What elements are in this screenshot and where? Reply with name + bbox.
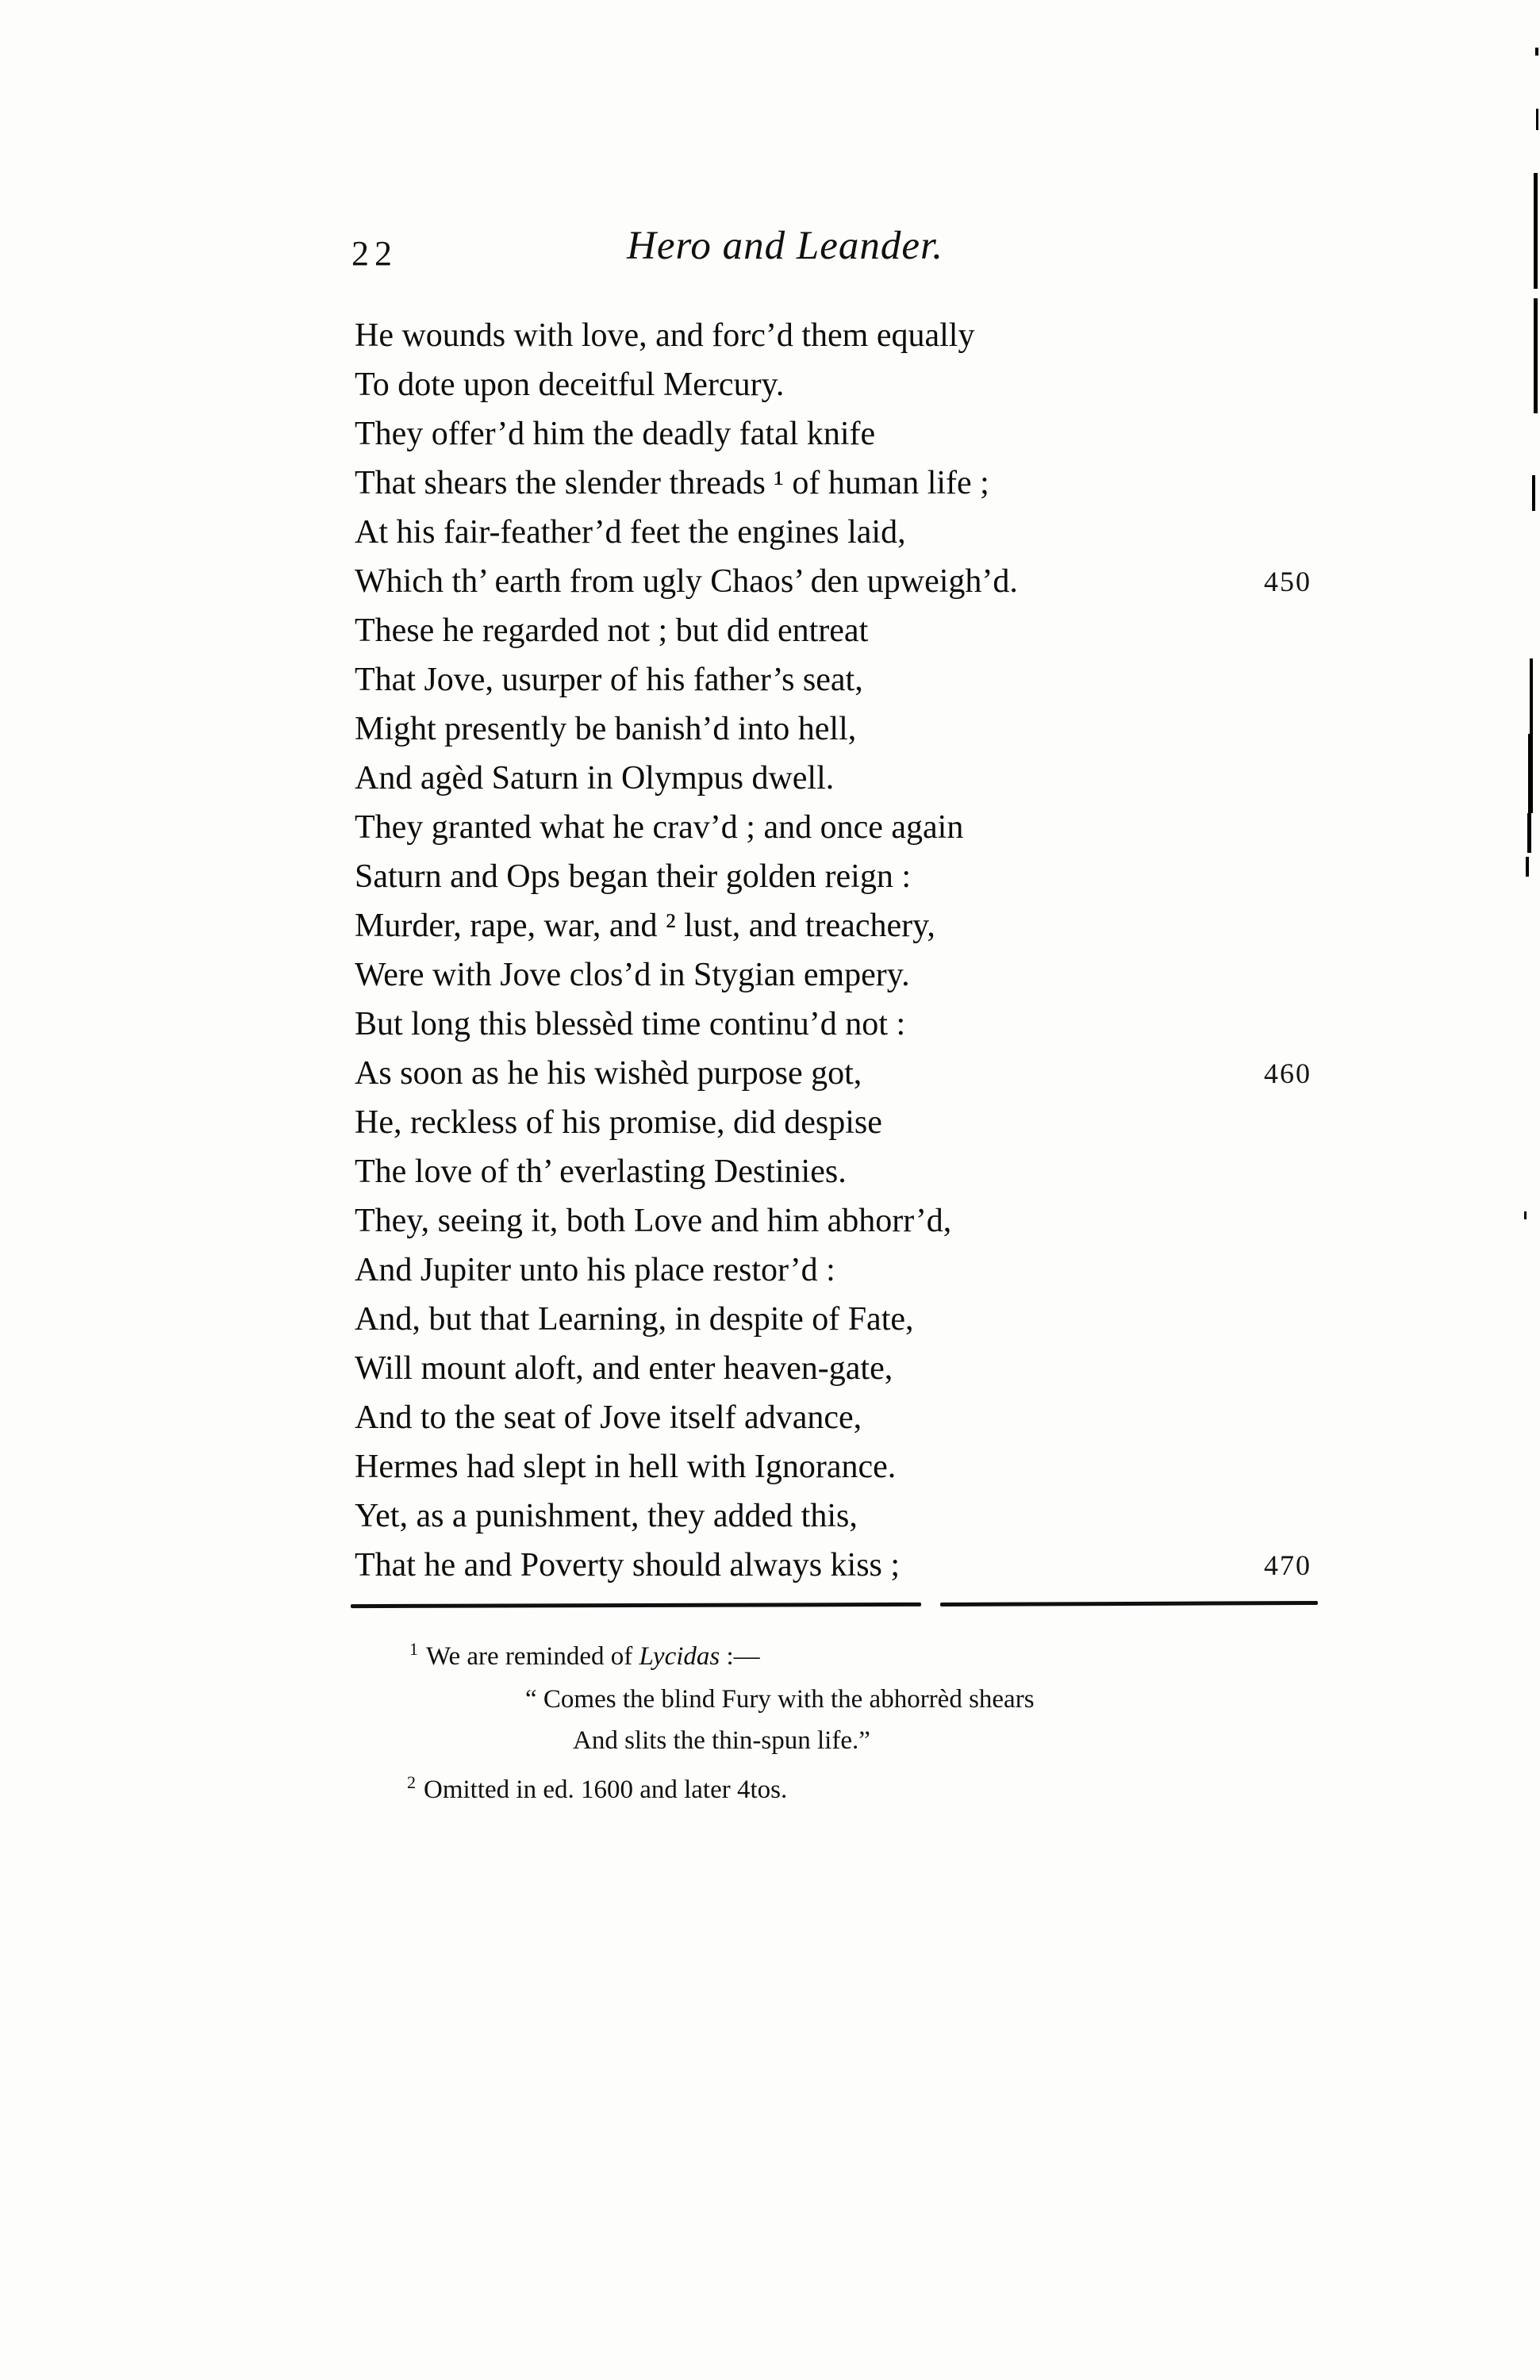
poem-line bbox=[355, 1049, 1362, 1098]
page-number: 22 bbox=[351, 234, 397, 273]
poem-line-number: 450 bbox=[1264, 566, 1311, 597]
footnote-1 bbox=[409, 1639, 760, 1674]
poem-line bbox=[355, 409, 1362, 459]
poem-line-text: He wounds with love, and forc’d them equally bbox=[355, 317, 975, 354]
poem-line bbox=[355, 1541, 1362, 1590]
poem-line-text: That Jove, usurper of his father’s seat, bbox=[355, 662, 863, 698]
poem-line bbox=[355, 360, 1362, 409]
scan-artifact bbox=[1532, 475, 1535, 511]
poem-line-text: And to the seat of Jove itself advance, bbox=[355, 1399, 862, 1436]
poem-line-text: They granted what he crav’d ; and once again bbox=[355, 809, 964, 846]
poem-line-text: Murder, rape, war, and ² lust, and treachery, bbox=[355, 908, 935, 944]
footnote-2-marker: 2 bbox=[407, 1772, 416, 1792]
poem-line bbox=[355, 557, 1362, 606]
poem-line bbox=[355, 852, 1362, 901]
poem-line-text: As soon as he his wishèd purpose got, bbox=[355, 1055, 862, 1092]
poem-line bbox=[355, 508, 1362, 557]
poem-line-text: Saturn and Ops began their golden reign : bbox=[355, 858, 911, 895]
poem-line-text: Which th’ earth from ugly Chaos’ den upweigh’d. bbox=[355, 563, 1018, 600]
poem-line bbox=[355, 1196, 1362, 1246]
running-title: Hero and Leander. bbox=[627, 224, 944, 268]
poem-line-text: But long this blessèd time continu’d not : bbox=[355, 1006, 906, 1042]
poem-line-number: 460 bbox=[1264, 1058, 1311, 1089]
poem-line-number: 470 bbox=[1264, 1549, 1311, 1581]
poem-line-text: They offer’d him the deadly fatal knife bbox=[355, 416, 876, 452]
poem-line-text: And, but that Learning, in despite of Fate, bbox=[355, 1301, 914, 1338]
poem-line-text: Might presently be banish’d into hell, bbox=[355, 711, 857, 747]
poem-line-text: Yet, as a punishment, they added this, bbox=[355, 1498, 858, 1534]
scan-artifact bbox=[1524, 1211, 1527, 1219]
poem-line-text: At his fair-feather’d feet the engines laid, bbox=[355, 514, 906, 551]
scan-artifact bbox=[1528, 734, 1533, 813]
poem-line-text: These he regarded not ; but did entreat bbox=[355, 612, 869, 649]
poem-line-text: Will mount aloft, and enter heaven-gate, bbox=[355, 1350, 893, 1387]
poem-line bbox=[355, 803, 1362, 852]
poem-line-text: Hermes had slept in hell with Ignorance. bbox=[355, 1449, 897, 1485]
poem-line-text: The love of th’ everlasting Destinies. bbox=[355, 1154, 847, 1190]
poem-line bbox=[355, 950, 1362, 1000]
poem-line bbox=[355, 1295, 1362, 1344]
poem-line-text: That he and Poverty should always kiss ; bbox=[355, 1547, 901, 1583]
poem-line-text: And Jupiter unto his place restor’d : bbox=[355, 1252, 835, 1288]
scan-artifact bbox=[1526, 857, 1529, 877]
scan-artifact bbox=[1530, 658, 1533, 734]
poem-line-text: He, reckless of his promise, did despise bbox=[355, 1104, 882, 1141]
poem-line bbox=[355, 1147, 1362, 1196]
poem-line bbox=[355, 1491, 1362, 1541]
poem bbox=[355, 311, 1362, 1590]
footnote-rule-left bbox=[351, 1603, 921, 1608]
scan-artifact bbox=[1535, 48, 1538, 56]
poem-line bbox=[355, 655, 1362, 704]
footnote-quote-line: “ Comes the blind Fury with the abhorrèd shears bbox=[525, 1685, 1035, 1714]
poem-line-text: To dote upon deceitful Mercury. bbox=[355, 367, 785, 403]
footnote-2-text: Omitted in ed. 1600 and later 4tos. bbox=[424, 1775, 788, 1804]
poem-line bbox=[355, 1098, 1362, 1147]
poem-line-text: Were with Jove clos’d in Stygian empery. bbox=[355, 957, 910, 993]
poem-line bbox=[355, 606, 1362, 655]
poem-line bbox=[355, 704, 1362, 754]
scan-artifact bbox=[1527, 813, 1531, 853]
footnote-1-text-after: :— bbox=[720, 1642, 760, 1671]
poem-line bbox=[355, 311, 1362, 360]
poem-line bbox=[355, 1442, 1362, 1491]
poem-line bbox=[355, 901, 1362, 950]
footnote-rule-right bbox=[940, 1601, 1318, 1606]
footnote-1-marker: 1 bbox=[409, 1639, 418, 1659]
poem-line bbox=[355, 1393, 1362, 1442]
poem-line-text: That shears the slender threads ¹ of human life ; bbox=[355, 465, 989, 501]
poem-line bbox=[355, 1344, 1362, 1393]
scan-artifact bbox=[1534, 298, 1538, 413]
footnote-quote-line: And slits the thin-spun life.” bbox=[573, 1726, 870, 1755]
poem-line bbox=[355, 459, 1362, 508]
poem-line-text: And agèd Saturn in Olympus dwell. bbox=[355, 760, 835, 797]
scan-artifact bbox=[1536, 109, 1538, 130]
scan-artifact bbox=[1534, 173, 1538, 289]
footnote-1-work-title: Lycidas bbox=[639, 1642, 720, 1671]
poem-line bbox=[355, 754, 1362, 803]
footnote-2 bbox=[407, 1772, 787, 1807]
poem-line-text: They, seeing it, both Love and him abhorr’d, bbox=[355, 1203, 952, 1239]
poem-line bbox=[355, 1000, 1362, 1049]
footnote-1-text: We are reminded of bbox=[426, 1642, 639, 1671]
poem-line bbox=[355, 1246, 1362, 1295]
